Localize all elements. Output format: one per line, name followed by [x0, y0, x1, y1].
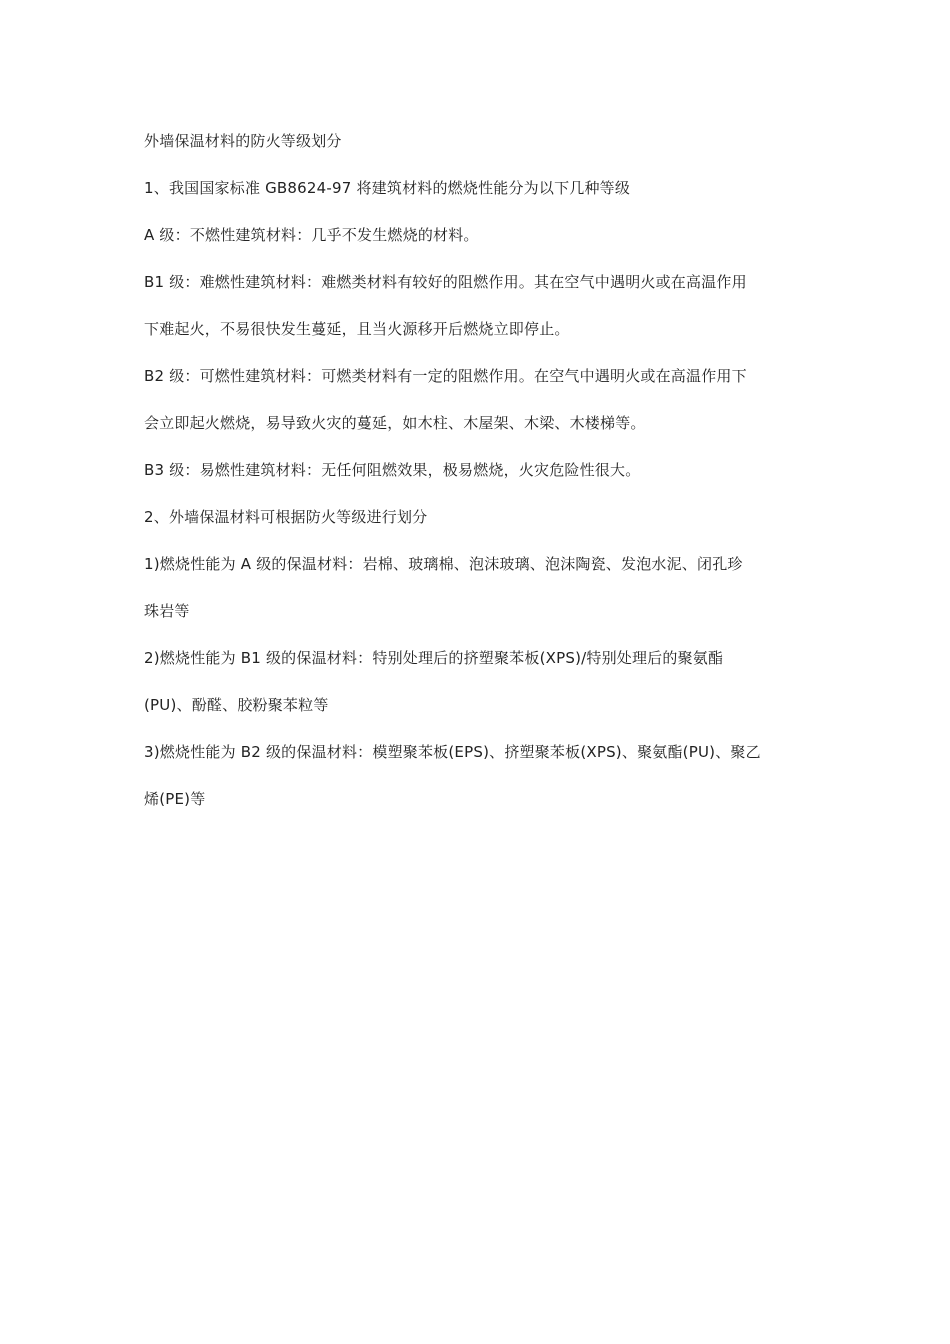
paragraph-line: 下难起火，不易很快发生蔓延，且当火源移开后燃烧立即停止。: [144, 320, 570, 338]
section-heading: 1、我国国家标准 GB8624-97 将建筑材料的燃烧性能分为以下几种等级: [144, 179, 631, 197]
paragraph-line: A 级：不燃性建筑材料：几乎不发生燃烧的材料。: [144, 226, 479, 244]
section-heading: 2、外墙保温材料可根据防火等级进行划分: [144, 508, 428, 526]
paragraph-line: 1)燃烧性能为 A 级的保温材料：岩棉、玻璃棉、泡沫玻璃、泡沫陶瓷、发泡水泥、闭孔珍: [144, 555, 743, 573]
document-title: 外墙保温材料的防火等级划分: [144, 132, 342, 150]
paragraph-line: 3)燃烧性能为 B2 级的保温材料：模塑聚苯板(EPS)、挤塑聚苯板(XPS)、聚氨酯(PU)、聚乙: [144, 743, 761, 761]
paragraph-line: 烯(PE)等: [144, 790, 206, 808]
paragraph-line: B1 级：难燃性建筑材料：难燃类材料有较好的阻燃作用。其在空气中遇明火或在高温作用: [144, 273, 747, 291]
document-body: [144, 118, 816, 823]
paragraph-line: B2 级：可燃性建筑材料：可燃类材料有一定的阻燃作用。在空气中遇明火或在高温作用下: [144, 367, 747, 385]
paragraph-line: 2)燃烧性能为 B1 级的保温材料：特别处理后的挤塑聚苯板(XPS)/特别处理后的聚氨酯: [144, 649, 724, 667]
paragraph-line: (PU)、酚醛、胶粉聚苯粒等: [144, 696, 329, 714]
paragraph-line: 会立即起火燃烧，易导致火灾的蔓延，如木柱、木屋架、木梁、木楼梯等。: [144, 414, 646, 432]
paragraph-line: 珠岩等: [144, 602, 190, 620]
paragraph-line: B3 级：易燃性建筑材料：无任何阻燃效果，极易燃烧，火灾危险性很大。: [144, 461, 641, 479]
